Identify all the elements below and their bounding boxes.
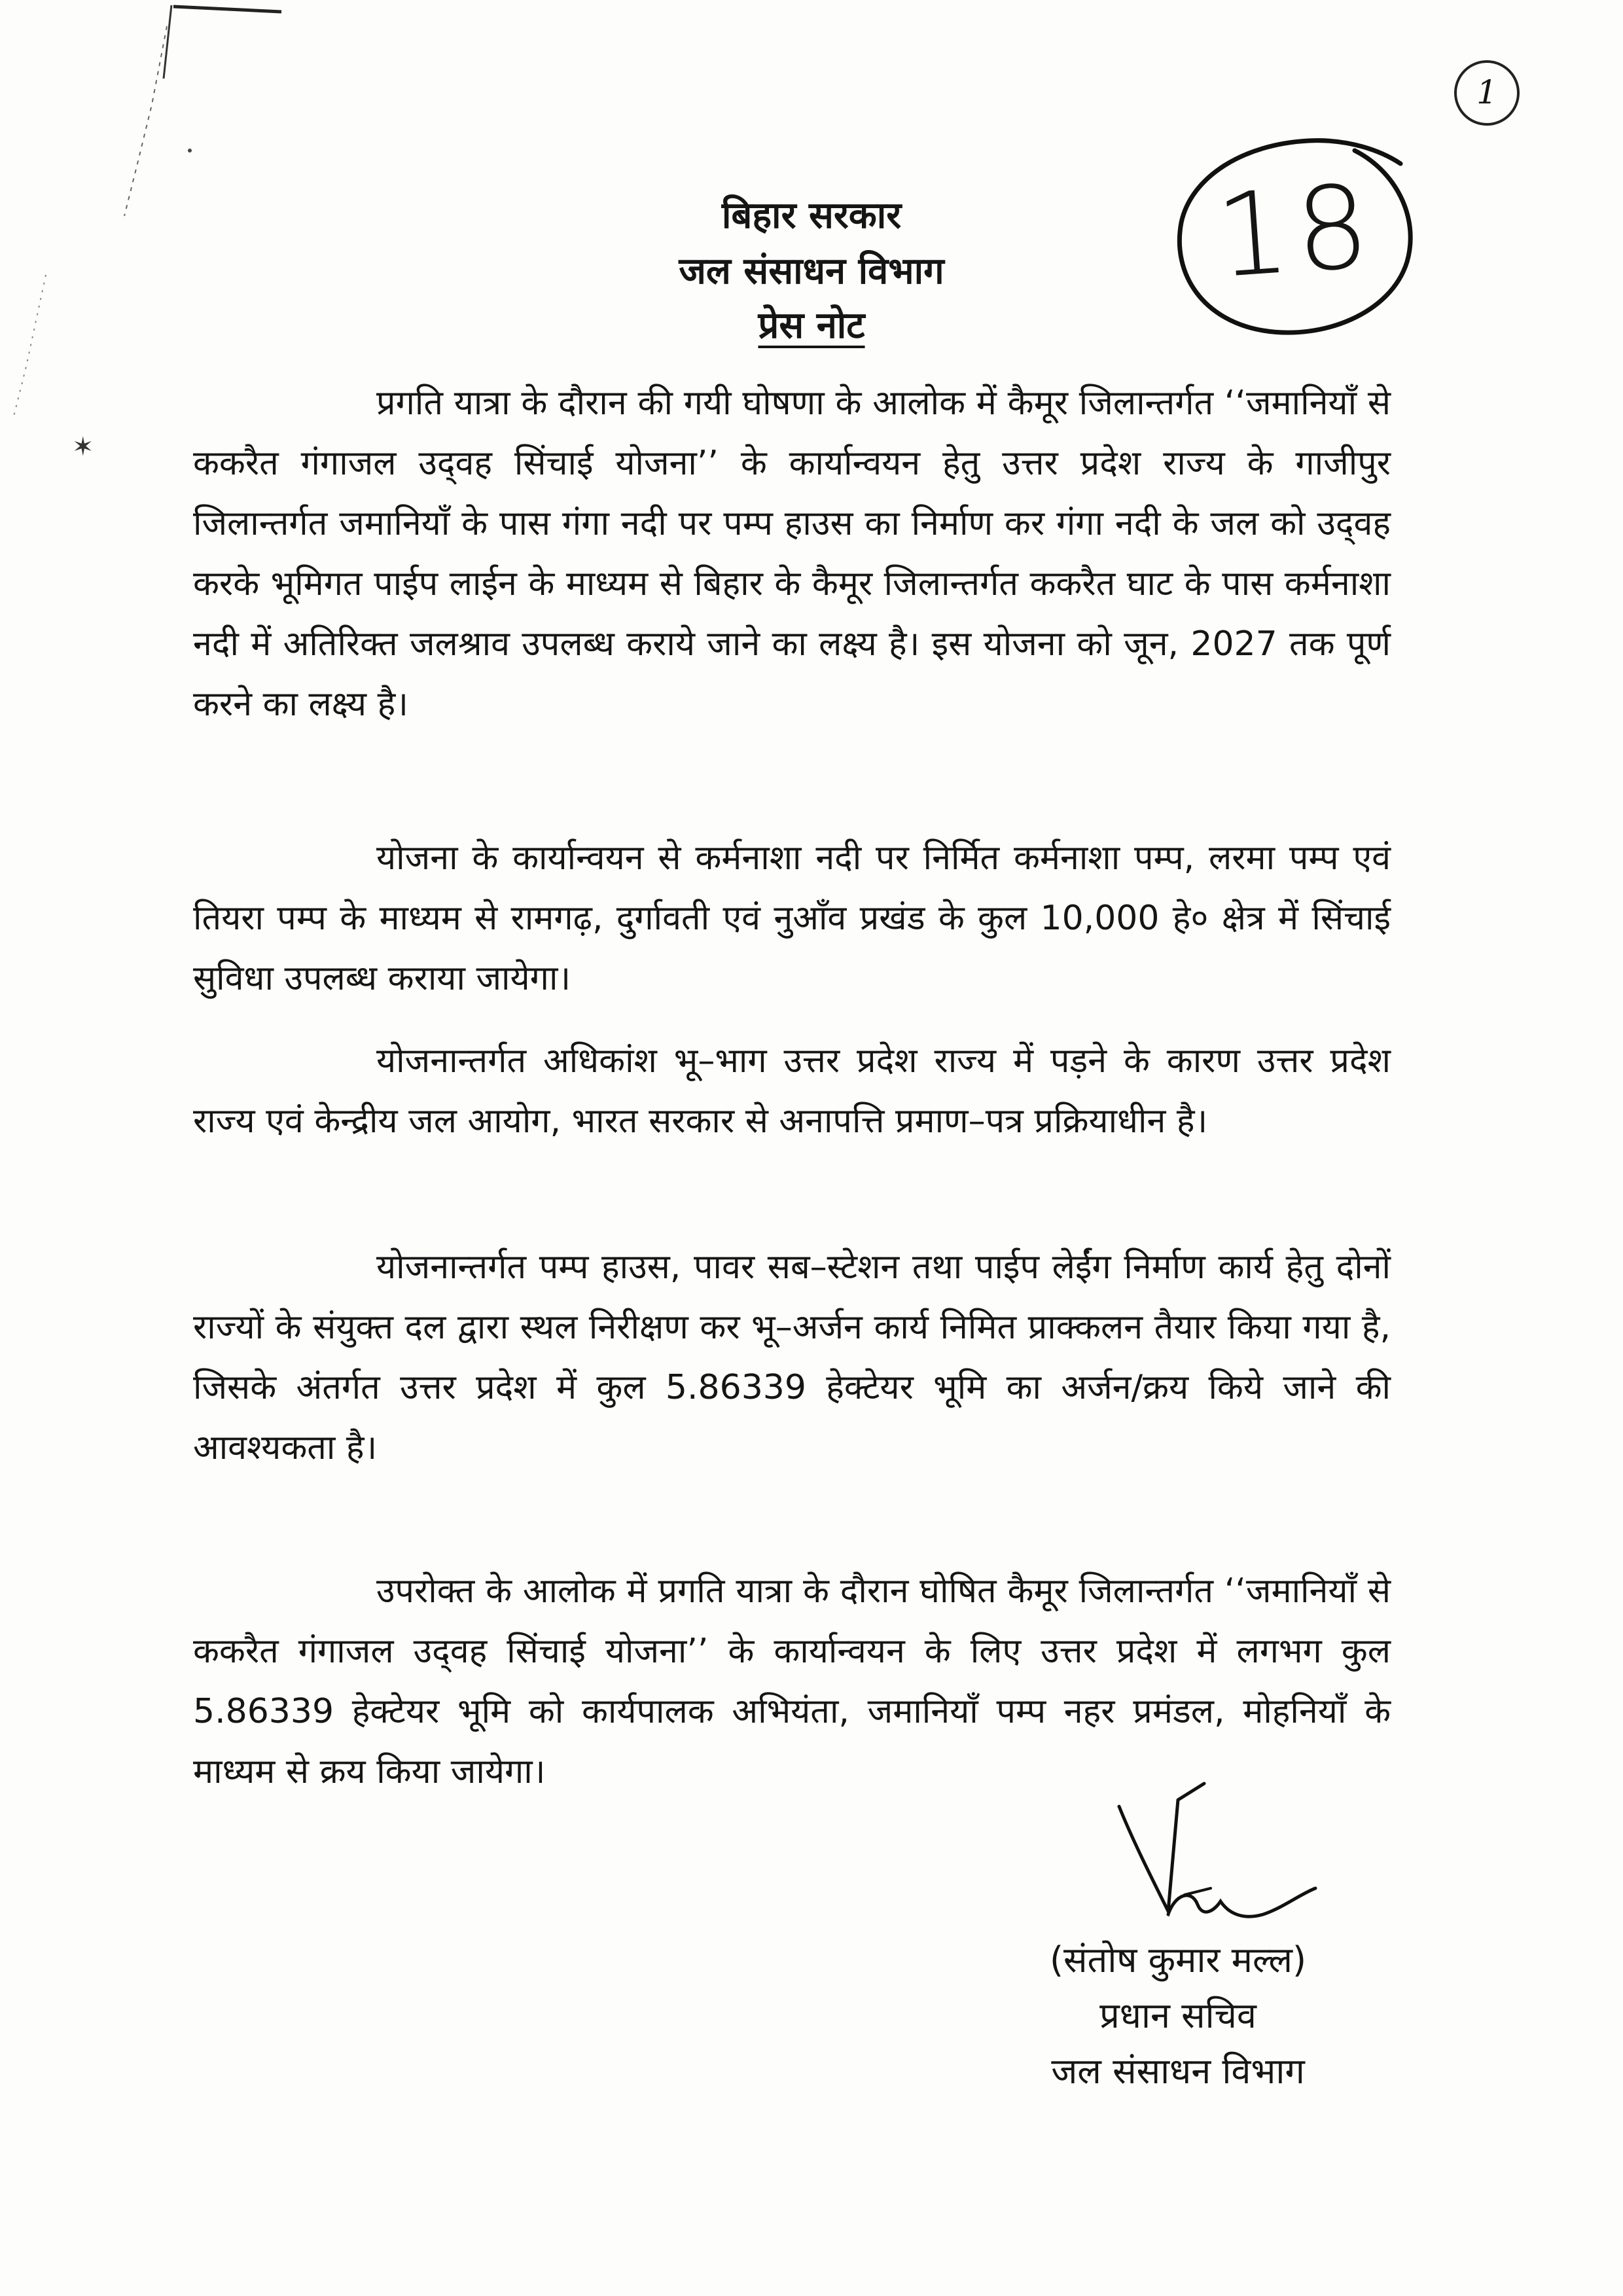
document-type-label: प्रेस नोट (758, 304, 865, 347)
stray-mark-icon: ✶ (72, 432, 94, 462)
signatory-name: (संतोष कुमार मल्ल) (1049, 1939, 1307, 1981)
paragraph-5: उपरोक्त के आलोक में प्रगति यात्रा के दौरान घोषित कैमूर जिलान्तर्गत ‘‘जमानियाँ से ककरैत गंगाजल उद्‌वह सिंचाई योजना’’ के कार्यान्वयन के लिए उत्तर प्रदेश में लगभग कुल 5.86339 हेक्टेयर भूमि को कार्यपालक अभियंता, जमानियाँ पम्प नहर प्रमंडल, मोहनियाँ के माध्यम से क्रय किया जायेगा। (193, 1571, 1391, 1791)
paragraph-4: योजनान्तर्गत पम्प हाउस, पावर सब–स्टेशन तथा पाईप लेईंग निर्माण कार्य हेतु दोनों राज्यों के संयुक्त दल द्वारा स्थल निरीक्षण कर भू–अर्जन कार्य निमित प्राक्कलन तैयार किया गया है, जिसके अंतर्गत उत्तर प्रदेश में कुल 5.86339 हेक्टेयर भूमि का अर्जन/क्रय किये जाने की आवश्यकता है। (193, 1247, 1391, 1467)
page-number: 1 (1454, 60, 1520, 126)
paragraph-3: योजनान्तर्गत अधिकांश भू–भाग उत्तर प्रदेश राज्य में पड़ने के कारण उत्तर प्रदेश राज्य एवं केन्द्रीय जल आयोग, भारत सरकार से अनापत्ति प्रमाण–पत्र प्रक्रियाधीन है। (193, 1041, 1391, 1141)
signature-icon (1106, 1780, 1322, 1950)
signatory-designation: प्रधान सचिव (1099, 1995, 1257, 2036)
paragraph-1: प्रगति यात्रा के दौरान की गयी घोषणा के आलोक में कैमूर जिलान्तर्गत ‘‘जमानियाँ से ककरैत गंगाजल उद्‌वह सिंचाई योजना’’ के कार्यान्वयन हेतु उत्तर प्रदेश राज्य के गाजीपुर जिलान्तर्गत जमानियाँ के पास गंगा नदी पर पम्प हाउस का निर्माण कर गंगा नदी के जल को उद्‌वह करके भूमिगत पाईप लाईन के माध्यम से बिहार के कैमूर जिलान्तर्गत ककरैत घाट के पास कर्मनाशा नदी में अतिरिक्त जलश्राव उपलब्ध कराये जाने का लक्ष्य है। इस योजना को जून, 2027 तक पूर्ण करने का लक्ष्य है। (193, 384, 1391, 724)
signatory-department: जल संसाधन विभाग (1051, 2051, 1305, 2092)
department-title: जल संसाधन विभाग (679, 250, 944, 293)
circled-number: 18 (1211, 160, 1380, 304)
government-title: बिहार सरकार (721, 194, 902, 237)
document-type (0, 300, 1623, 352)
paragraph-2: योजना के कार्यान्वयन से कर्मनाशा नदी पर निर्मित कर्मनाशा पम्प, लरमा पम्प एवं तियरा पम्प के माध्यम से रामगढ़, दुर्गावती एवं नुआँव प्रखंड के कुल 10,000 हे० क्षेत्र में सिंचाई सुविधा उपलब्ध कराया जायेगा। (193, 838, 1391, 998)
